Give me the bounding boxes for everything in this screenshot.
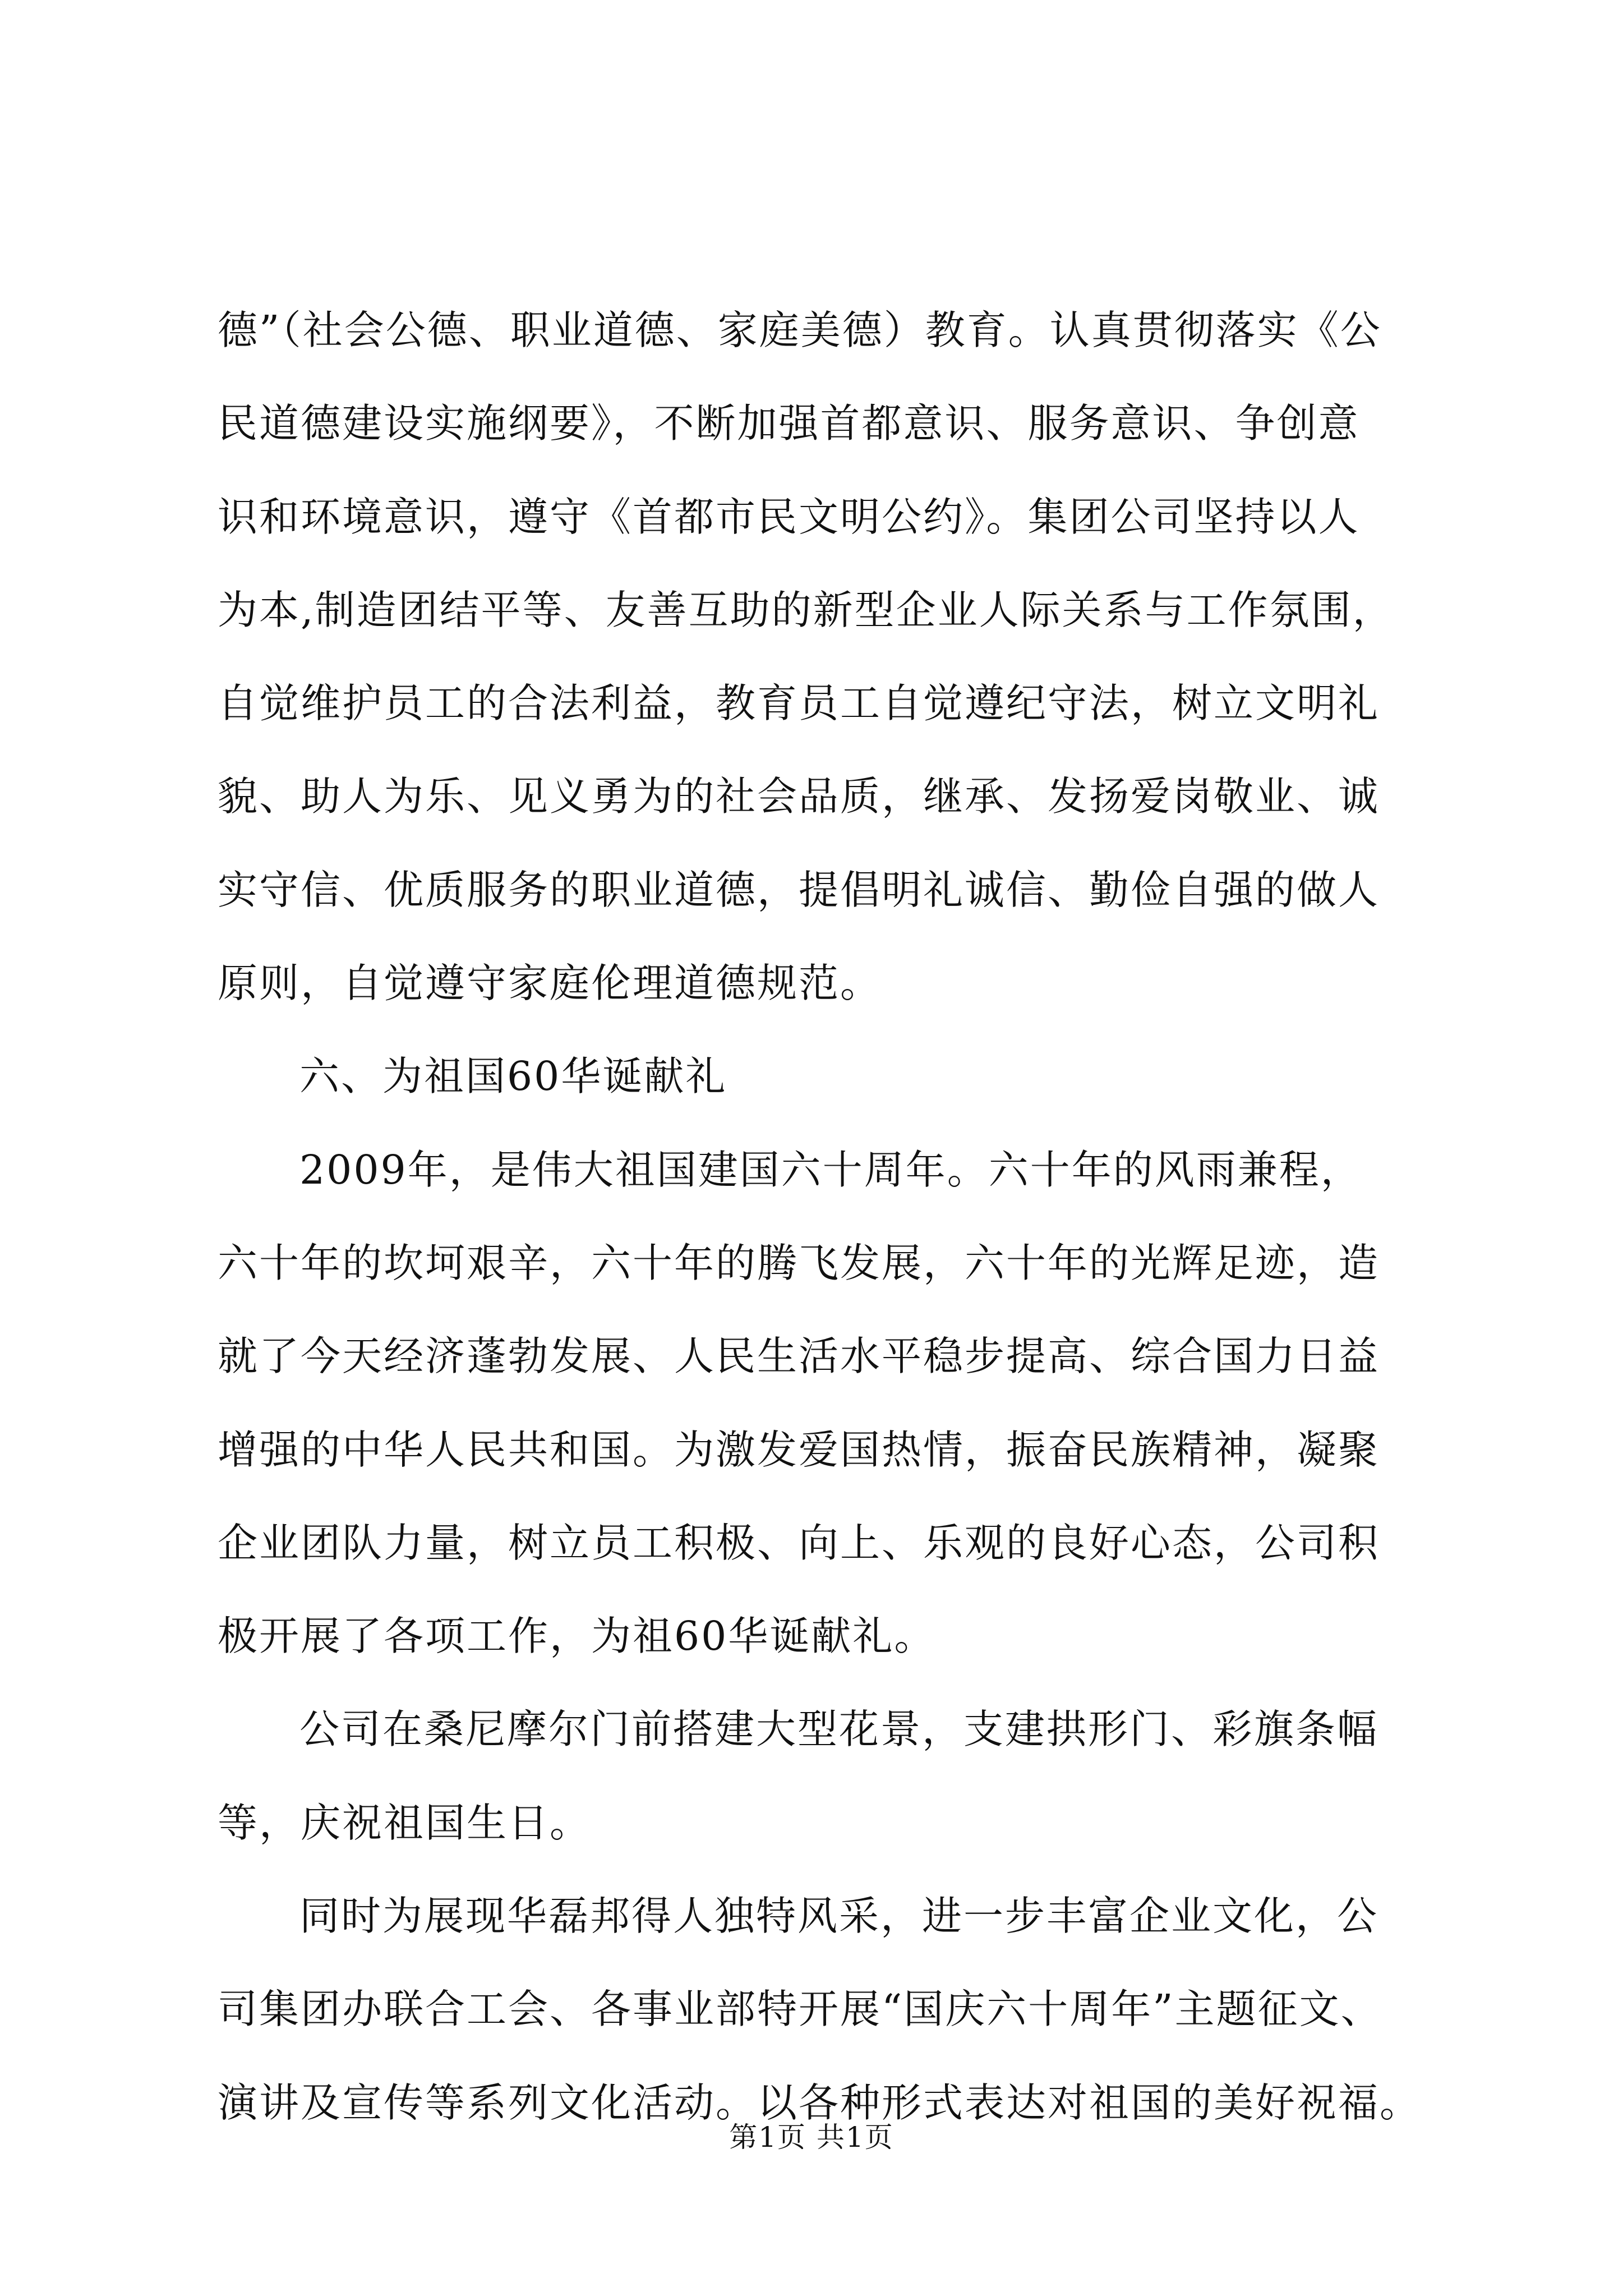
text-line: 等，庆祝祖国生日。 (218, 1799, 592, 1846)
text-line: 就了今天经济蓬勃发展、人民生活水平稳步提高、综合国力日益 (218, 1333, 1380, 1380)
text-line: 六十年的坎坷艰辛，六十年的腾飞发展，六十年的光辉足迹，造 (218, 1239, 1380, 1286)
text-line: 公司在桑尼摩尔门前搭建大型花景，支建拱形门、彩旗条幅 (299, 1706, 1379, 1753)
section-heading: 六、为祖国60华诞献礼 (299, 1053, 727, 1100)
text-line: 2009年，是伟大祖国建国六十周年。六十年的风雨兼程， (299, 1146, 1362, 1193)
text-line: 德”（社会公德、职业道德、家庭美德）教育。认真贯彻落实《公 (218, 307, 1382, 353)
text-line: 貌、助人为乐、见义勇为的社会品质，继承、发扬爱岗敬业、诚 (218, 773, 1380, 820)
text-line: 识和环境意识，遵守《首都市民文明公约》。集团公司坚持以人 (218, 493, 1360, 540)
text-line: 演讲及宣传等系列文化活动。以各种形式表达对祖国的美好祝福。 (218, 2079, 1422, 2126)
text-line: 原则，自觉遵守家庭伦理道德规范。 (218, 960, 882, 1007)
text-line: 企业团队力量，树立员工积极、向上、乐观的良好心态，公司积 (218, 1519, 1380, 1566)
document-body (218, 284, 1422, 2150)
text-line: 民道德建设实施纲要》，不断加强首都意识、服务意识、争创意 (218, 400, 1360, 447)
text-line: 为本,制造团结平等、友善互助的新型企业人际关系与工作氛围， (218, 586, 1394, 633)
text-line: 极开展了各项工作，为祖60华诞献礼。 (218, 1613, 936, 1660)
text-line: 实守信、优质服务的职业道德，提倡明礼诚信、勤俭自强的做人 (218, 866, 1380, 913)
text-line: 同时为展现华磊邦得人独特风采，进一步丰富企业文化，公 (299, 1893, 1379, 1940)
text-line: 自觉维护员工的合法利益，教育员工自觉遵纪守法，树立文明礼 (218, 680, 1380, 727)
text-line: 增强的中华人民共和国。为激发爱国热情，振奋民族精神，凝聚 (218, 1426, 1380, 1473)
text-line: 司集团办联合工会、各事业部特开展“国庆六十周年”主题征文、 (218, 1986, 1382, 2033)
page-number-footer: 第1页 共1页 (729, 2121, 894, 2154)
